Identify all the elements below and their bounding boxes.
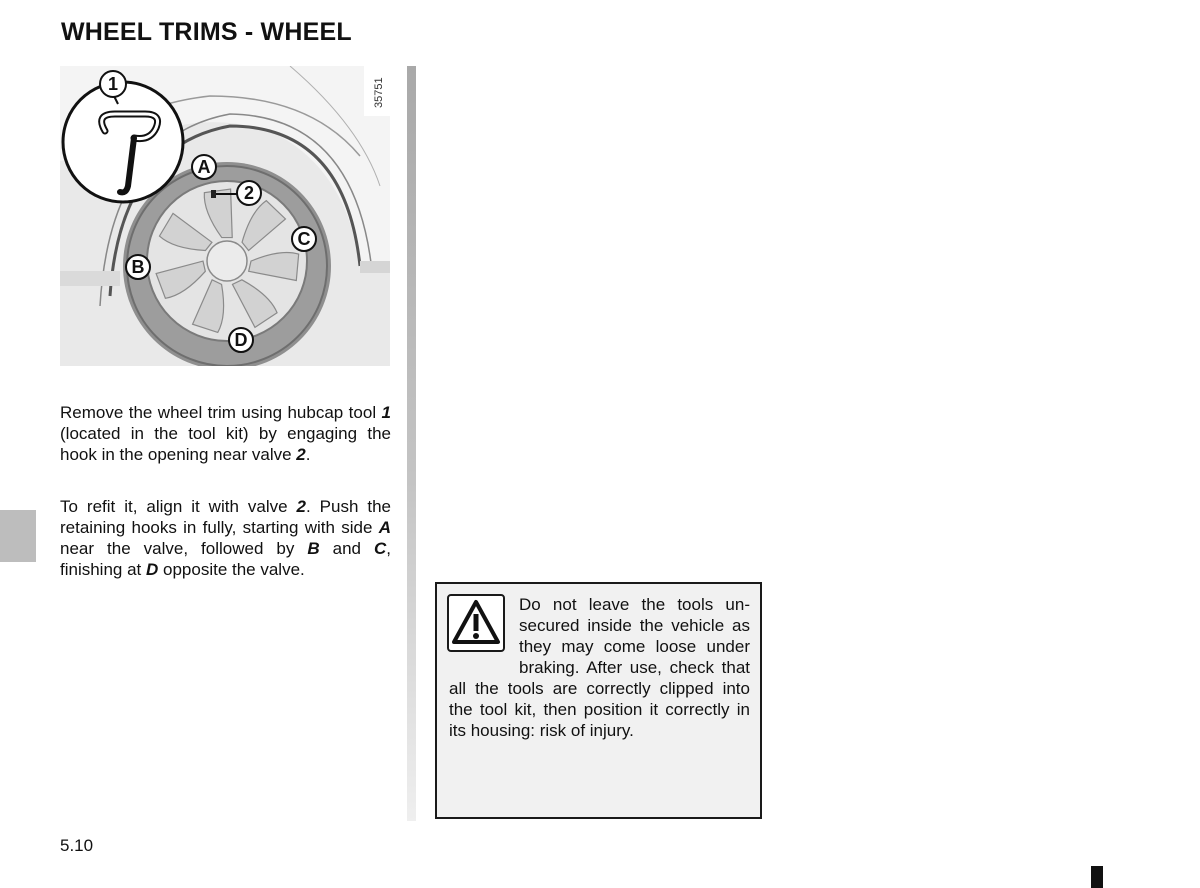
chapter-tab — [0, 510, 36, 562]
warning-text: Do not leave the tools unsecured inside the vehicle as they may come loose under braking. After use, check that all the tools are correctly clipped into the tool kit, then position it correctly in its housing: risk of injury. — [449, 595, 750, 740]
page-corner-mark — [1091, 866, 1103, 888]
callout-2 — [237, 181, 261, 205]
callout-d — [229, 328, 253, 352]
svg-text:A: A — [197, 157, 211, 177]
svg-text:D: D — [234, 330, 248, 350]
warning-triangle-icon — [447, 594, 505, 652]
page-number: 5.10 — [60, 836, 94, 855]
refit-instructions: To refit it, align it with valve 2. Push the retaining hooks in fully, starting with side A near the valve, followed by B and C, finishing at D opposite the valve. — [60, 497, 392, 579]
svg-text:C: C — [297, 229, 311, 249]
image-code: 35751 — [373, 77, 385, 108]
callout-1 — [100, 71, 126, 97]
svg-text:B: B — [131, 257, 145, 277]
removal-instructions: Remove the wheel trim using hubcap tool 1 (located in the tool kit) by engaging the hook in the opening near valve 2. — [60, 403, 391, 464]
page-title: WHEEL TRIMS - WHEEL — [61, 18, 352, 46]
callout-a — [192, 155, 216, 179]
callout-c — [292, 227, 316, 251]
svg-text:1: 1 — [107, 74, 119, 94]
warning-box — [435, 582, 762, 819]
callout-b — [126, 255, 150, 279]
svg-text:2: 2 — [243, 183, 255, 203]
column-divider — [407, 66, 416, 821]
wheel-trim-illustration — [60, 66, 390, 366]
